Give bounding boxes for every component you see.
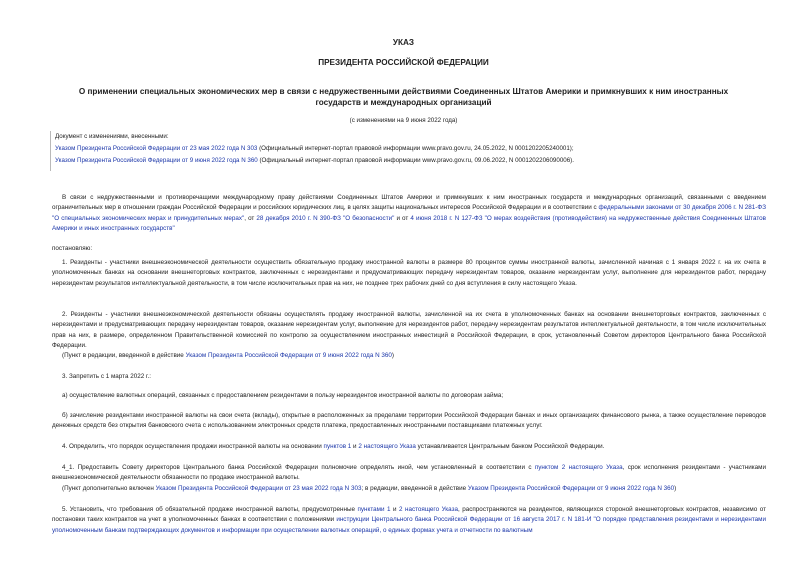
note-link-360[interactable]: Указом Президента Российской Федерации от 9 июня 2022 года N 360 [185,352,392,359]
doc-issuer: ПРЕЗИДЕНТА РОССИЙСКОЙ ФЕДЕРАЦИИ [318,58,489,67]
revisions-box [50,131,763,171]
revision-item: Указом Президента Российской Федерации от 9 июня 2022 года N 360 (Официальный интернет-портал правовой информации www.pravo.gov.ru, 09.06.2022, N 0001202206090006). [55,157,574,164]
paragraph-4-1: 4_1. Предоставить Совету директоров Центрального банка Российской Федерации полномочие определять иной, чем установленный в соответствии с пунктом 2 настоящего Указа, срок исполнения резидентами - участниками внешнеэкономической деятельности обязанности по продаже иностранной валюты. [52,464,766,482]
revision-item: Указом Президента Российской Федерации от 23 мая 2022 года N 303 (Официальный интернет-портал правовой информации www.pravo.gov.ru, 24.05.2022, N 0001202205240001); [55,145,574,152]
law-390-link[interactable]: 28 декабря 2010 г. N 390-ФЗ "О безопасности" [256,214,395,222]
paragraph-3: 3. Запретить с 1 марта 2022 г.: [62,373,152,380]
doc-name: О применении специальных экономических мер в связи с недружественными действиями Соединенных Штатов Америки и примкнувших к ним иностранных государств и международных организаций [78,87,729,107]
revision-link-303[interactable]: Указом Президента Российской Федерации от 23 мая 2022 года N 303 [55,145,258,152]
paragraph-3b: б) зачисление резидентами иностранной валюты на свои счета (вклады), открытые в расположенных за пределами территории Российской Федерации банках и иных организациях финансового рынка, а также осуществление переводов денежных средств без открытия банковского счета с использованием электронных средств платежа, предоставленных иностранными поставщиками платежных услуг. [52,412,766,430]
point-1-link[interactable]: пунктами 1 [357,506,391,513]
revision-link-360[interactable]: Указом Президента Российской Федерации от 9 июня 2022 года N 360 [55,157,258,164]
point-2-ref-link[interactable]: пунктом 2 настоящего Указа [534,464,623,471]
paragraph-2-note: (Пункт в редакции, введенной в действие Указом Президента Российской Федерации от 9 июня 2022 года N 360) [62,352,394,359]
doc-title: УКАЗ [392,38,415,47]
paragraph-2: 2. Резиденты - участники внешнеэкономической деятельности обязаны осуществлять продажу иностранной валюты, зачисленной на их счета в уполномоченных банках на основании внешнеторговых контрактов, заключенных с нерезидентами и предусматривающих передачу нерезидентам товаров, оказание нерезидентам услуг, выполнение для нерезидентов работ, передачу нерезидентам результатов интеллектуальной деятельности, в том числе исключительных прав на них, в размере, определенном Правительственной комиссией по контролю за осуществлением иностранных инвестиций в Российской Федерации, в срок, установленный Советом директоров Центрального банка Российской Федерации. [52,311,766,350]
revision-date: (с изменениями на 9 июня 2022 года) [349,117,458,124]
law-281-link[interactable]: федеральными законами от 30 декабря 2006 г. N 281-ФЗ "О специальных экономических мерах и принудительных мерах" [52,204,766,222]
instruction-181-link[interactable]: инструкции Центрального банка Российской Федерации от 16 августа 2017 г. N 181-И "О порядке представления резидентами и нерезидентами уполномоченным банкам подтверждающих документов и информации при осуществлении валютных операций, о единых формах учета и отчетности по валютным [52,516,766,534]
paragraph-1: 1. Резиденты - участники внешнеэкономической деятельности осуществить обязательную продажу иностранной валюты в размере 80 процентов суммы иностранной валюты, зачисленной начиная с 1 января 2022 г. на их счета в уполномоченных банках на основании внешнеторговых контрактов, заключенных с нерезидентами и предусматривающих передачу нерезидентам товаров, оказание нерезидентам услуг, выполнение для нерезидентов работ, передачу нерезидентам результатов интеллектуальной деятельности, в том числе исключительных прав на них, не позднее трех рабочих дней со дня вступления в силу настоящего Указа. [52,259,766,287]
paragraph-4: 4. Определить, что порядок осуществления продажи иностранной валюты на основании пунктов 1 и 2 настоящего Указа устанавливается Центральным банком Российской Федерации. [62,443,605,450]
note-link-360[interactable]: Указом Президента Российской Федерации от 9 июня 2022 года N 360 [467,485,675,492]
law-127-link[interactable]: 4 июня 2018 г. N 127-ФЗ "О мерах воздействия (противодействия) на недружественные действия Соединенных Штатов Америки и иных иностранных государств" [52,214,766,233]
point-2-link[interactable]: 2 настоящего Указа [358,443,416,450]
point-2-link[interactable]: 2 настоящего Указа [398,506,459,513]
revisions-intro: Документ с изменениями, внесенными: [55,133,169,140]
paragraph-3a: а) осуществление валютных операций, связанных с предоставлением резидентами в пользу нерезидентов иностранной валюты по договорам займа; [62,392,504,399]
paragraph-4-1-note: (Пункт дополнительно включен Указом Президента Российской Федерации от 23 мая 2022 года N 303; в редакции, введенной в действие Указом Президента Российской Федерации от 9 июня 2022 года N 360) [62,485,677,492]
decree-word: постановляю: [52,245,93,252]
point-1-link[interactable]: пунктов 1 [323,443,352,450]
paragraph-5: 5. Установить, что требования об обязательной продаже иностранной валюты, предусмотренные пунктами 1 и 2 настоящего Указа, распространяются на резидентов, являющихся стороной внешнеторговых контрактов, независимо от постановки таких контрактов на учет в уполномоченных банках в соответствии с положениями инструкции Центрального банка Российской Федерации от 16 августа 2017 г. N 181-И "О порядке представления резидентами и нерезидентами уполномоченным банкам подтверждающих документов и информации при осуществлении валютных операций, о единых формах учета и отчетности по валютным [52,506,766,534]
note-link-303[interactable]: Указом Президента Российской Федерации от 23 мая 2022 года N 303 [155,485,362,492]
preamble: В связи с недружественными и противоречащими международному праву действиями Соединенных Штатов Америки и примкнувших к ним иностранных государств и международных организаций, связанными с введением ограничительных мер в отношении граждан Российской Федерации и российских юридических лиц, в целях защиты национальных интересов Российской Федерации и в соответствии с федеральными законами от 30 декабря 2006 г. N 281-ФЗ "О специальных экономических мерах и принудительных мерах", от 28 декабря 2010 г. N 390-ФЗ "О безопасности" и от 4 июня 2018 г. N 127-ФЗ "О мерах воздействия (противодействия) на недружественные действия Соединенных Штатов Америки и иных иностранных государств" [52,194,766,233]
